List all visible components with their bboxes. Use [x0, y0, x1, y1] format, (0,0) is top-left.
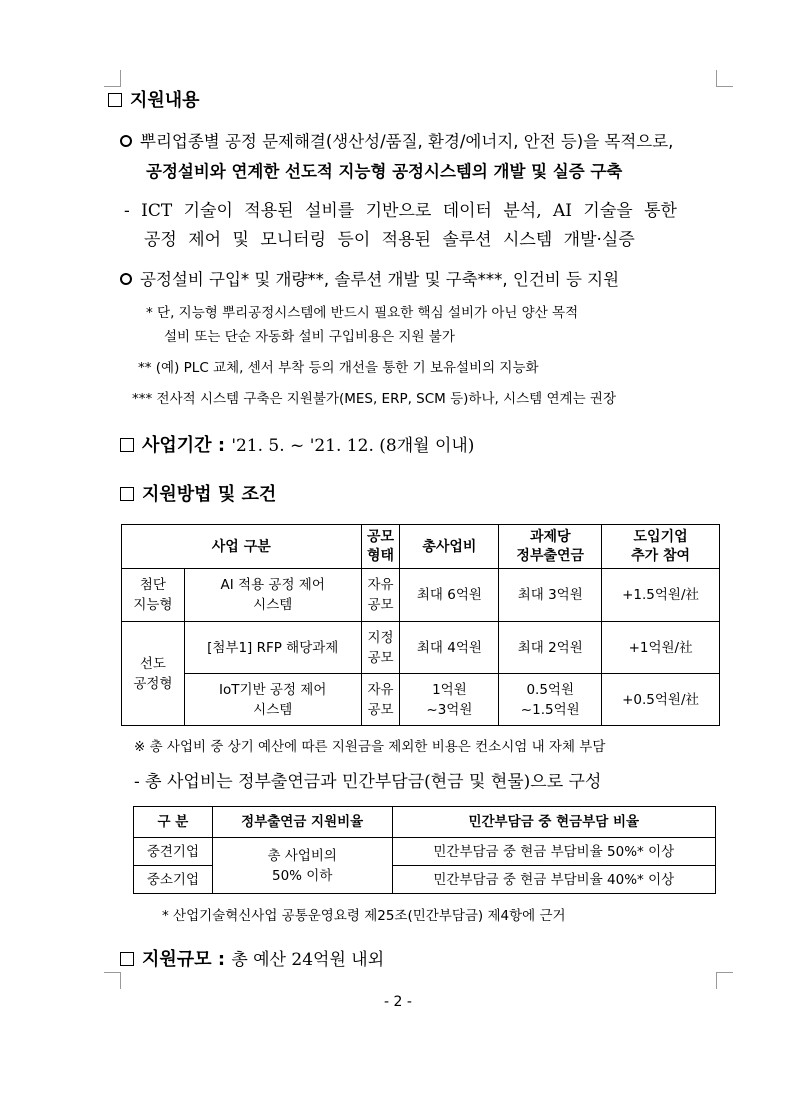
cell-cash-ratio: 민간부담금 중 현금 부담비율 50%* 이상	[392, 838, 715, 866]
note-1-line-2: 설비 또는 단순 자동화 설비 구입비용은 지원 불가	[164, 329, 455, 345]
note-1-line-1: * 단, 지능형 뿌리공정시스템에 반드시 필요한 핵심 설비가 아닌 양산 목적	[146, 305, 579, 321]
bullet-2	[120, 266, 619, 290]
circle-bullet-icon	[120, 273, 132, 285]
table-1-note: ※ 총 사업비 중 상기 예산에 따른 지원금을 제외한 비용은 컨소시엄 내 자체 부담	[134, 739, 606, 755]
cell-total: 1억원 ~3억원	[400, 674, 499, 726]
cell-name: IoT기반 공정 제어 시스템	[184, 674, 361, 726]
header-total-cost: 총사업비	[400, 525, 499, 569]
checkbox-icon	[120, 952, 134, 966]
table-row	[122, 569, 720, 622]
cell-extra: +0.5억원/社	[602, 674, 720, 726]
table-row	[122, 622, 720, 674]
heading-text: 지원내용	[130, 90, 200, 111]
note-3: *** 전사적 시스템 구축은 지원불가(MES, ERP, SCM 등)하나, 시스템 연계는 권장	[132, 391, 616, 407]
cell-total: 최대 4억원	[400, 622, 499, 674]
corner-mark-top-left	[104, 70, 121, 87]
section-heading-scale	[120, 945, 384, 971]
cell-cash-ratio: 민간부담금 중 현금 부담비율 40%* 이상	[392, 866, 715, 894]
cell-gov: 최대 2억원	[499, 622, 602, 674]
cell-total: 최대 6억원	[400, 569, 499, 622]
bullet-2-text: 공정설비 구입* 및 개량**, 솔루션 개발 및 구축***, 인건비 등 지원	[140, 270, 620, 289]
bullet-1-line-1: 뿌리업종별 공정 문제해결(생산성/품질, 환경/에너지, 안전 등)을 목적으로,	[140, 132, 674, 151]
header-category: 구 분	[134, 807, 213, 838]
cell-type: 자유 공모	[361, 569, 400, 622]
header-contest-type: 공모 형태	[361, 525, 400, 569]
cell-name: [첨부1] RFP 해당과제	[184, 622, 361, 674]
table-2-note: * 산업기술혁신사업 공통운영요령 제25조(민간부담금) 제4항에 근거	[162, 908, 566, 924]
scale-value: 총 예산 24억원 내외	[231, 950, 385, 970]
page-number: - 2 -	[384, 994, 412, 1010]
period-label: 사업기간 :	[142, 435, 226, 456]
cell-extra: +1억원/社	[602, 622, 720, 674]
cell-category: 중소기업	[134, 866, 213, 894]
detail-1-line-2: 공정 제어 및 모니터링 등이 적용된 솔루션 시스템 개발·실증	[144, 230, 635, 250]
corner-mark-bottom-right	[716, 972, 733, 989]
method-heading: 지원방법 및 조건	[142, 484, 277, 505]
detail-1-line-1: - ICT 기술이 적용된 설비를 기반으로 데이터 분석, AI 기술을 통한	[124, 201, 677, 221]
scale-label: 지원규모 :	[142, 949, 226, 970]
header-business-type: 사업 구분	[122, 525, 362, 569]
corner-mark-top-right	[716, 70, 733, 87]
header-gov-fund: 과제당 정부출연금	[499, 525, 602, 569]
cell-gov: 최대 3억원	[499, 569, 602, 622]
support-conditions-table	[121, 524, 720, 726]
checkbox-icon	[120, 438, 134, 452]
cell-extra: +1.5억원/社	[602, 569, 720, 622]
group-leading: 선도 공정형	[122, 622, 185, 726]
circle-bullet-icon	[120, 135, 132, 147]
cell-category: 중견기업	[134, 838, 213, 866]
cell-name: AI 적용 공정 제어 시스템	[184, 569, 361, 622]
cash-ratio-table	[133, 806, 716, 894]
cell-gov: 0.5억원 ~1.5억원	[499, 674, 602, 726]
cell-type: 지정 공모	[361, 622, 400, 674]
period-value: '21. 5. ~ '21. 12. (8개월 이내)	[231, 436, 475, 456]
checkbox-icon	[120, 487, 134, 501]
table-row	[122, 674, 720, 726]
section-heading-support-content	[108, 86, 200, 112]
cell-type: 자유 공모	[361, 674, 400, 726]
header-additional: 도입기업 추가 참여	[602, 525, 720, 569]
header-gov-ratio: 정부출연금 지원비율	[212, 807, 392, 838]
dash-total-cost: - 총 사업비는 정부출연금과 민간부담금(현금 및 현물)으로 구성	[134, 772, 602, 792]
checkbox-icon	[108, 93, 122, 107]
bullet-1	[120, 128, 673, 152]
section-heading-method	[120, 480, 276, 506]
header-cash-ratio: 민간부담금 중 현금부담 비율	[392, 807, 715, 838]
note-2: ** (예) PLC 교체, 센서 부착 등의 개선을 통한 기 보유설비의 지능화	[138, 360, 539, 376]
corner-mark-bottom-left	[104, 972, 121, 989]
cell-gov-ratio: 총 사업비의 50% 이하	[212, 838, 392, 894]
bullet-1-line-2: 공정설비와 연계한 선도적 지능형 공정시스템의 개발 및 실증 구축	[146, 162, 623, 181]
table-row	[134, 838, 716, 866]
group-advanced: 첨단 지능형	[122, 569, 185, 622]
section-heading-period	[120, 431, 474, 457]
